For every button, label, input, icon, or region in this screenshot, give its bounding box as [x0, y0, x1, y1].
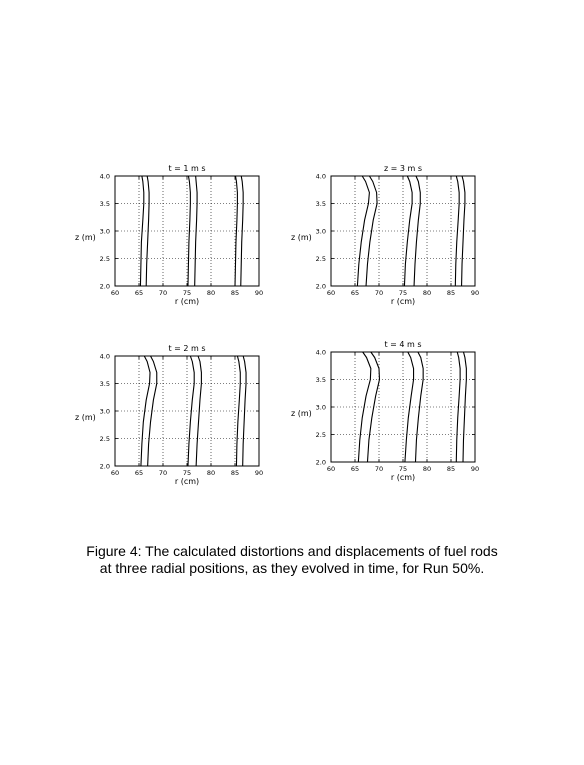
x-axis-label: r (cm): [390, 297, 416, 306]
y-tick-label: 3.0: [99, 227, 110, 236]
y-tick-label: 3.0: [99, 407, 110, 416]
x-tick-label: 75: [398, 465, 408, 473]
x-tick-label: 90: [470, 289, 480, 297]
grid-lines: [115, 356, 259, 466]
x-tick-label: 80: [206, 289, 216, 297]
y-axis-label: z (m): [75, 233, 96, 242]
x-tick-label: 65: [134, 289, 144, 297]
x-tick-label: 60: [326, 465, 336, 473]
figure-caption: [40, 543, 544, 577]
y-tick-label: 2.5: [315, 254, 326, 263]
y-tick-label: 4.0: [315, 348, 326, 357]
chart-title: t = 2 m s: [168, 344, 206, 353]
chart-panel-t2: [74, 340, 264, 490]
x-tick-label: 80: [422, 465, 432, 473]
rod-edge-line-2: [146, 176, 149, 286]
x-tick-label: 75: [182, 469, 192, 477]
chart-svg: [290, 160, 480, 310]
x-tick-label: 85: [446, 289, 456, 297]
chart-panel-t4: [290, 336, 480, 486]
y-tick-label: 2.0: [99, 462, 110, 471]
x-tick-label: 75: [398, 289, 408, 297]
y-tick-label: 3.0: [315, 227, 326, 236]
x-axis-label: r (cm): [174, 297, 200, 306]
rod-edge-line-2: [367, 352, 379, 462]
x-axis-label: r (cm): [174, 477, 200, 486]
rod-edge-line-3: [404, 176, 412, 286]
rod-edge-line-5: [456, 352, 460, 462]
y-tick-label: 2.5: [315, 430, 326, 439]
grid-lines: [331, 176, 475, 286]
caption-line-2: at three radial positions, as they evolved in time, for Run 50%.: [99, 560, 485, 576]
y-tick-label: 4.0: [99, 172, 110, 181]
x-tick-label: 85: [230, 469, 240, 477]
x-tick-label: 90: [470, 465, 480, 473]
y-tick-label: 3.5: [99, 199, 110, 208]
chart-title: t = 4 m s: [384, 340, 422, 349]
x-tick-label: 75: [182, 289, 192, 297]
x-tick-label: 60: [326, 289, 336, 297]
chart-svg: [74, 160, 264, 310]
y-tick-label: 3.5: [99, 379, 110, 388]
rod-edge-line-6: [243, 356, 246, 466]
rod-edge-line-6: [462, 176, 465, 286]
y-tick-label: 3.5: [315, 375, 326, 384]
chart-panel-t3: [290, 160, 480, 310]
x-tick-label: 90: [254, 289, 264, 297]
y-tick-label: 2.0: [315, 282, 326, 291]
y-tick-label: 2.0: [99, 282, 110, 291]
rod-edge-line-4: [415, 352, 423, 462]
x-tick-label: 90: [254, 469, 264, 477]
x-tick-label: 60: [110, 289, 120, 297]
x-tick-label: 65: [350, 465, 360, 473]
rod-edge-line-5: [455, 176, 459, 286]
x-tick-label: 85: [446, 465, 456, 473]
rod-edge-line-5: [236, 356, 240, 466]
y-tick-label: 2.0: [315, 458, 326, 467]
x-tick-label: 80: [422, 289, 432, 297]
x-tick-label: 70: [374, 465, 384, 473]
y-axis-label: z (m): [291, 409, 312, 418]
y-tick-label: 4.0: [99, 352, 110, 361]
x-tick-label: 60: [110, 469, 120, 477]
rod-edge-line-4: [414, 176, 420, 286]
x-tick-label: 65: [134, 469, 144, 477]
caption-line-1: Figure 4: The calculated distortions and displacements of fuel rods: [86, 543, 498, 559]
y-tick-label: 4.0: [315, 172, 326, 181]
y-tick-label: 3.5: [315, 199, 326, 208]
y-axis-label: z (m): [75, 413, 96, 422]
y-axis-label: z (m): [291, 233, 312, 242]
chart-svg: [290, 336, 480, 486]
y-tick-label: 2.5: [99, 254, 110, 263]
chart-panel-t1: [74, 160, 264, 310]
grid-lines: [331, 352, 475, 462]
rod-edge-line-2: [148, 356, 157, 466]
y-tick-label: 3.0: [315, 403, 326, 412]
x-tick-label: 65: [350, 289, 360, 297]
x-tick-label: 70: [158, 289, 168, 297]
x-tick-label: 80: [206, 469, 216, 477]
chart-title: t = 1 m s: [168, 164, 206, 173]
x-tick-label: 85: [230, 289, 240, 297]
x-tick-label: 70: [374, 289, 384, 297]
rod-edge-line-1: [140, 176, 143, 286]
x-axis-label: r (cm): [390, 473, 416, 482]
chart-title: z = 3 m s: [383, 164, 423, 173]
x-tick-label: 70: [158, 469, 168, 477]
chart-svg: [74, 340, 264, 490]
y-tick-label: 2.5: [99, 434, 110, 443]
